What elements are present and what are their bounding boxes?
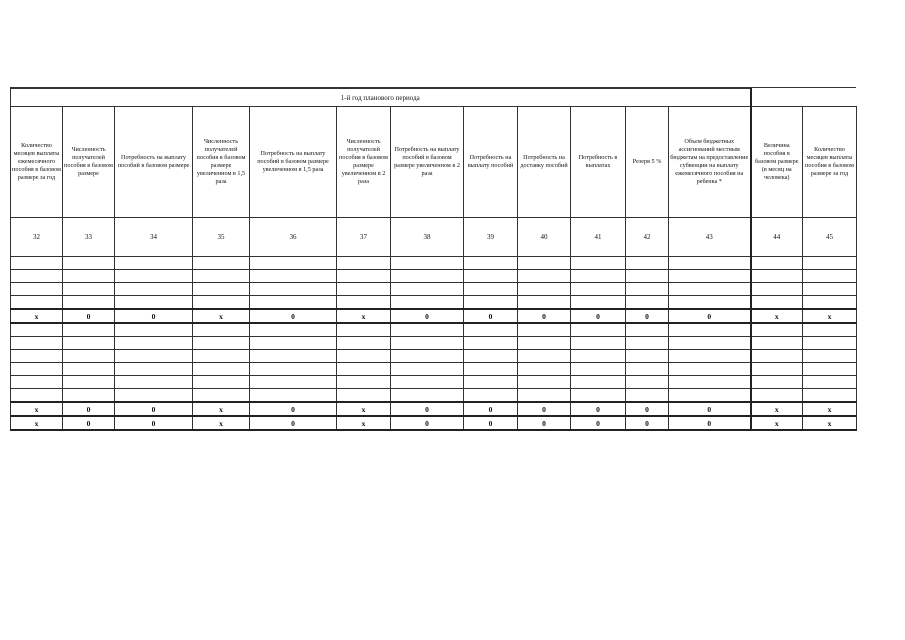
empty-cell [626, 350, 669, 363]
empty-cell [250, 270, 337, 283]
total-cell: x [11, 309, 63, 323]
total-cell: 0 [464, 402, 518, 416]
empty-cell [115, 337, 193, 350]
empty-cell [115, 257, 193, 270]
empty-cell [391, 257, 464, 270]
empty-cell [751, 323, 803, 337]
empty-cell [464, 350, 518, 363]
total-cell: 0 [115, 309, 193, 323]
empty-cell [63, 283, 115, 296]
empty-cell [518, 350, 571, 363]
empty-cell [803, 270, 857, 283]
column-header: Потребность на выплату пособий в базовом размере увеличенном в 2 раза [391, 107, 464, 218]
total-cell: x [11, 416, 63, 430]
empty-cell [337, 323, 391, 337]
column-header: Потребность на выплату пособий [464, 107, 518, 218]
empty-cell [669, 283, 751, 296]
empty-cell [115, 389, 193, 403]
column-number: 33 [63, 218, 115, 257]
empty-row [11, 350, 857, 363]
empty-cell [250, 296, 337, 310]
empty-cell [11, 363, 63, 376]
empty-cell [337, 363, 391, 376]
total-cell: 0 [518, 309, 571, 323]
empty-cell [803, 257, 857, 270]
total-cell: 0 [391, 309, 464, 323]
total-cell: 0 [518, 416, 571, 430]
empty-cell [337, 389, 391, 403]
empty-cell [63, 389, 115, 403]
column-header: Численность получателей пособия в базовом размере увеличенном в 1,5 раза [193, 107, 250, 218]
empty-cell [571, 363, 626, 376]
empty-cell [11, 389, 63, 403]
empty-cell [518, 323, 571, 337]
empty-cell [803, 350, 857, 363]
empty-cell [63, 350, 115, 363]
empty-cell [571, 389, 626, 403]
column-number: 44 [751, 218, 803, 257]
total-cell: 0 [626, 416, 669, 430]
empty-cell [751, 337, 803, 350]
period-blank-cell [751, 89, 857, 107]
column-header-row [11, 107, 857, 218]
total-cell: 0 [571, 402, 626, 416]
empty-cell [626, 376, 669, 389]
total-cell: x [803, 416, 857, 430]
empty-cell [337, 283, 391, 296]
total-cell: x [751, 309, 803, 323]
empty-cell [391, 337, 464, 350]
empty-cell [571, 257, 626, 270]
total-cell: 0 [63, 309, 115, 323]
total-row [11, 309, 857, 323]
empty-cell [803, 323, 857, 337]
column-number: 32 [11, 218, 63, 257]
total-cell: 0 [669, 416, 751, 430]
empty-cell [518, 257, 571, 270]
column-header: Количество месяцев выплаты пособия в базовом размере за год [803, 107, 857, 218]
column-number: 39 [464, 218, 518, 257]
column-header: Резерв 5 % [626, 107, 669, 218]
empty-cell [11, 283, 63, 296]
column-header: Количество месяцев выплаты ежемесячного пособия в базовом размере за год [11, 107, 63, 218]
empty-cell [464, 363, 518, 376]
empty-cell [11, 323, 63, 337]
total-cell: x [193, 402, 250, 416]
column-number: 34 [115, 218, 193, 257]
empty-cell [518, 296, 571, 310]
empty-cell [803, 296, 857, 310]
total-cell: 0 [63, 416, 115, 430]
empty-cell [115, 270, 193, 283]
total-cell: 0 [669, 402, 751, 416]
empty-cell [669, 257, 751, 270]
total-cell: 0 [391, 402, 464, 416]
empty-cell [193, 350, 250, 363]
empty-cell [518, 283, 571, 296]
empty-cell [751, 389, 803, 403]
empty-cell [337, 376, 391, 389]
total-cell: 0 [250, 402, 337, 416]
empty-cell [669, 323, 751, 337]
empty-cell [250, 363, 337, 376]
empty-cell [115, 376, 193, 389]
total-cell: x [803, 402, 857, 416]
empty-cell [337, 257, 391, 270]
empty-cell [518, 376, 571, 389]
empty-cell [751, 296, 803, 310]
empty-cell [391, 270, 464, 283]
column-header: Потребность на выплату пособий в базовом размере увеличенном в 1,5 раза [250, 107, 337, 218]
total-cell: x [751, 416, 803, 430]
total-cell: 0 [391, 416, 464, 430]
column-number: 40 [518, 218, 571, 257]
empty-cell [464, 296, 518, 310]
empty-cell [63, 337, 115, 350]
empty-cell [803, 337, 857, 350]
empty-cell [193, 323, 250, 337]
empty-cell [518, 337, 571, 350]
empty-row [11, 323, 857, 337]
empty-cell [669, 350, 751, 363]
empty-cell [751, 363, 803, 376]
empty-cell [11, 376, 63, 389]
empty-cell [250, 257, 337, 270]
empty-cell [63, 376, 115, 389]
empty-cell [751, 376, 803, 389]
empty-cell [669, 296, 751, 310]
empty-cell [464, 337, 518, 350]
column-number: 43 [669, 218, 751, 257]
empty-cell [337, 270, 391, 283]
empty-cell [571, 376, 626, 389]
total-cell: x [337, 309, 391, 323]
empty-cell [571, 323, 626, 337]
column-header: Объем бюджетных ассигнований местным бюджетам на предоставление субвенции на выплату ежемесячного пособия на ребенка * [669, 107, 751, 218]
column-header: Величина пособия в базовом размере (в месяц на человека) [751, 107, 803, 218]
period-header-row [11, 89, 857, 107]
total-cell: x [337, 402, 391, 416]
empty-cell [250, 337, 337, 350]
empty-cell [751, 350, 803, 363]
empty-cell [11, 270, 63, 283]
column-number: 38 [391, 218, 464, 257]
empty-cell [63, 296, 115, 310]
empty-cell [464, 323, 518, 337]
empty-cell [626, 257, 669, 270]
empty-cell [63, 363, 115, 376]
empty-cell [250, 323, 337, 337]
empty-cell [626, 270, 669, 283]
empty-cell [626, 363, 669, 376]
empty-cell [391, 389, 464, 403]
total-cell: 0 [115, 416, 193, 430]
column-number: 35 [193, 218, 250, 257]
empty-cell [115, 363, 193, 376]
empty-cell [11, 350, 63, 363]
empty-cell [250, 350, 337, 363]
empty-cell [250, 376, 337, 389]
empty-cell [626, 337, 669, 350]
empty-cell [193, 337, 250, 350]
empty-cell [337, 296, 391, 310]
column-header: Потребность в выплатах [571, 107, 626, 218]
total-cell: x [11, 402, 63, 416]
column-number: 36 [250, 218, 337, 257]
empty-cell [464, 257, 518, 270]
empty-row [11, 337, 857, 350]
total-cell: x [803, 309, 857, 323]
total-cell: 0 [250, 309, 337, 323]
empty-cell [63, 257, 115, 270]
empty-cell [391, 350, 464, 363]
budget-table [10, 88, 857, 431]
column-number: 37 [337, 218, 391, 257]
empty-cell [193, 283, 250, 296]
empty-cell [464, 270, 518, 283]
total-row [11, 402, 857, 416]
column-number: 41 [571, 218, 626, 257]
empty-cell [193, 389, 250, 403]
empty-cell [803, 376, 857, 389]
total-cell: 0 [626, 309, 669, 323]
empty-cell [571, 296, 626, 310]
total-cell: 0 [518, 402, 571, 416]
total-cell: x [337, 416, 391, 430]
total-cell: 0 [626, 402, 669, 416]
empty-cell [193, 270, 250, 283]
period-title: 1-й год планового периода [11, 89, 751, 107]
empty-cell [391, 323, 464, 337]
total-cell: x [193, 416, 250, 430]
empty-cell [751, 270, 803, 283]
total-cell: 0 [464, 416, 518, 430]
empty-cell [518, 270, 571, 283]
empty-cell [11, 257, 63, 270]
empty-cell [11, 337, 63, 350]
total-cell: 0 [571, 416, 626, 430]
total-cell: 0 [571, 309, 626, 323]
empty-cell [250, 283, 337, 296]
empty-cell [115, 283, 193, 296]
empty-cell [669, 376, 751, 389]
empty-cell [391, 296, 464, 310]
empty-cell [669, 337, 751, 350]
empty-cell [751, 257, 803, 270]
empty-cell [193, 257, 250, 270]
empty-cell [518, 363, 571, 376]
empty-cell [391, 283, 464, 296]
column-number-row [11, 218, 857, 257]
total-cell: 0 [63, 402, 115, 416]
empty-cell [571, 270, 626, 283]
empty-row [11, 257, 857, 270]
empty-cell [250, 389, 337, 403]
empty-cell [571, 350, 626, 363]
empty-cell [63, 323, 115, 337]
empty-cell [115, 350, 193, 363]
empty-cell [803, 283, 857, 296]
empty-cell [669, 363, 751, 376]
empty-cell [626, 389, 669, 403]
empty-cell [391, 376, 464, 389]
column-header: Потребность на доставку пособий [518, 107, 571, 218]
column-header: Численность получателей пособия в базовом размере увеличенном в 2 раза [337, 107, 391, 218]
empty-cell [669, 389, 751, 403]
total-cell: 0 [669, 309, 751, 323]
total-cell: 0 [464, 309, 518, 323]
empty-cell [11, 296, 63, 310]
total-cell: 0 [250, 416, 337, 430]
total-cell: x [193, 309, 250, 323]
total-cell: 0 [115, 402, 193, 416]
empty-row [11, 296, 857, 310]
empty-row [11, 270, 857, 283]
empty-cell [115, 323, 193, 337]
empty-cell [337, 337, 391, 350]
empty-row [11, 376, 857, 389]
empty-row [11, 389, 857, 403]
empty-cell [803, 363, 857, 376]
empty-cell [193, 376, 250, 389]
empty-cell [115, 296, 193, 310]
empty-cell [626, 323, 669, 337]
empty-cell [751, 283, 803, 296]
column-header: Потребность на выплату пособий в базовом размере [115, 107, 193, 218]
empty-cell [193, 296, 250, 310]
column-number: 45 [803, 218, 857, 257]
empty-cell [464, 376, 518, 389]
total-row [11, 416, 857, 430]
empty-row [11, 363, 857, 376]
empty-cell [669, 270, 751, 283]
column-number: 42 [626, 218, 669, 257]
empty-cell [803, 389, 857, 403]
empty-cell [63, 270, 115, 283]
empty-cell [626, 283, 669, 296]
empty-cell [571, 283, 626, 296]
empty-cell [571, 337, 626, 350]
empty-cell [518, 389, 571, 403]
empty-cell [464, 389, 518, 403]
empty-cell [193, 363, 250, 376]
empty-cell [337, 350, 391, 363]
total-cell: x [751, 402, 803, 416]
empty-cell [626, 296, 669, 310]
empty-cell [464, 283, 518, 296]
empty-row [11, 283, 857, 296]
column-header: Численность получателей пособия в базовом размере [63, 107, 115, 218]
empty-cell [391, 363, 464, 376]
